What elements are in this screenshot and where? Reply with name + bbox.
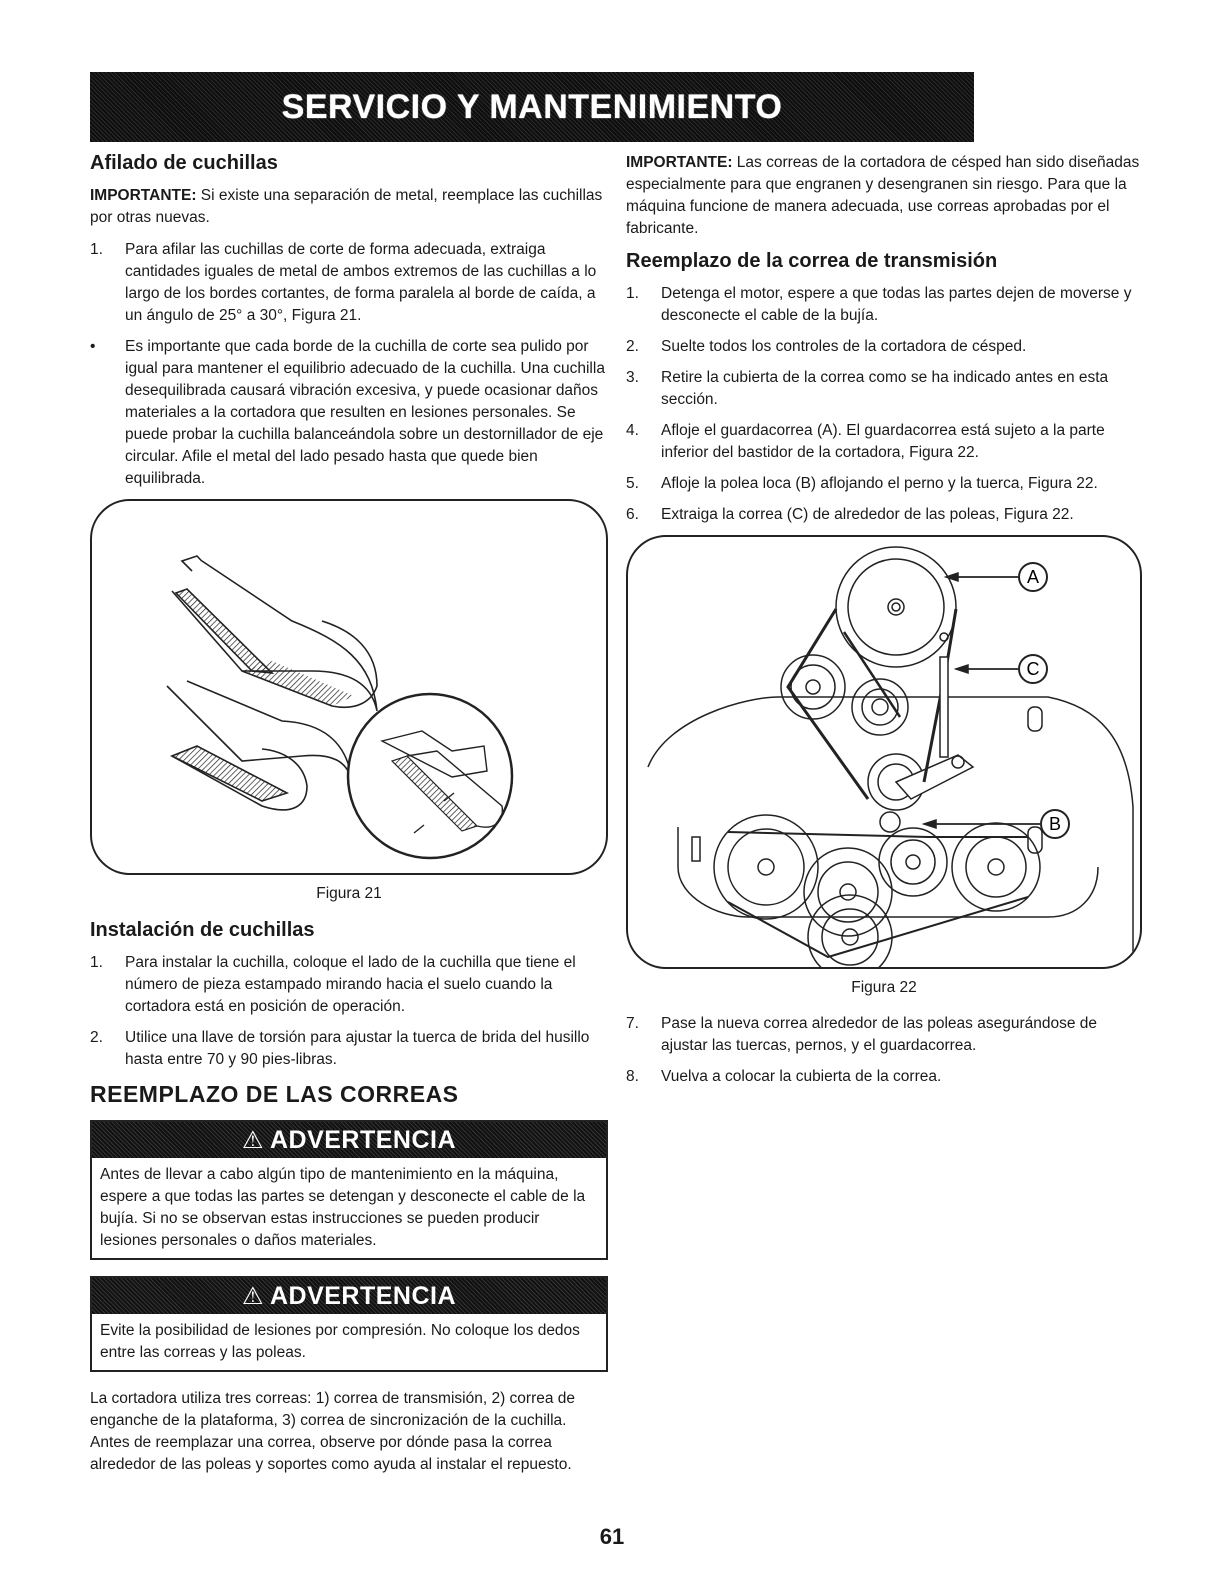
- step-text: Retire la cubierta de la correa como se ha indicado antes en esta sección.: [661, 369, 1109, 408]
- belt-guard-bolt: [940, 633, 948, 641]
- deck-slot: [1028, 707, 1042, 731]
- warning-text: Evite la posibilidad de lesiones por compresión. No coloque los dedos entre las correas y las poleas.: [100, 1322, 580, 1361]
- step-text: Para instalar la cuchilla, coloque el lado de la cuchilla que tiene el número de pieza estampado mirando hacia el suelo cuando la cortadora está en posición de operación.: [125, 954, 576, 1015]
- step-text: Para afilar las cuchillas de corte de forma adecuada, extraiga cantidades iguales de metal de ambos extremos de las cuchillas a lo largo de los bordes cortantes, de forma paralela al borde de caída, a un ángulo de 25° a 30°, Figura 21.: [125, 241, 597, 324]
- warning-box-maintenance: [90, 1120, 608, 1260]
- step-text: Utilice una llave de torsión para ajustar la tuerca de brida del husillo hasta entre 70 y 90 pies-libras.: [125, 1029, 590, 1068]
- page-title: SERVICIO Y MANTENIMIENTO: [281, 87, 783, 126]
- mid-pulley-hub: [872, 699, 888, 715]
- list-item: [626, 367, 1142, 411]
- step-text: Pase la nueva correa alrededor de las poleas asegurándose de ajustar las tuercas, pernos, y el guardacorrea.: [661, 1015, 1098, 1054]
- belts-intro: La cortadora utiliza tres correas: 1) correa de transmisión, 2) correa de enganche de la plataforma, 3) correa de sincronización de la cuchilla. Antes de reemplazar una correa, observe por dónde pasa la correa alrededor de las poleas y soportes como ayuda al instalar el repuesto.: [90, 1390, 576, 1473]
- callout-c-label: C: [1026, 659, 1040, 679]
- important-text: Las correas de la cortadora de césped han sido diseñadas especialmente para que engranen y desengranen sin riesgo. Para que la máquina funcione de manera adecuada, use correas aprobadas por el fabricante.: [626, 154, 1140, 237]
- list-item: [626, 283, 1142, 327]
- step-number: 1.: [626, 285, 639, 302]
- step-text: Afloje el guardacorrea (A). El guardacorrea está sujeto a la parte inferior del bastidor de la cortadora, Figura 22.: [661, 422, 1105, 461]
- belts-heading: REEMPLAZO DE LAS CORREAS: [90, 1081, 459, 1107]
- callout-c-arrow: [956, 665, 968, 673]
- section-banner: [90, 72, 974, 142]
- left-spindle-hub: [758, 859, 774, 875]
- list-item: [626, 420, 1142, 464]
- step-number: 8.: [626, 1068, 639, 1085]
- engine-pulley-bolt: [892, 603, 900, 611]
- important-label: IMPORTANTE:: [626, 154, 733, 171]
- step-text: Extraiga la correa (C) de alrededor de las poleas, Figura 22.: [661, 506, 1074, 523]
- list-item: [90, 1027, 608, 1071]
- engine-pulley-hub: [888, 599, 904, 615]
- callout-a-arrow: [946, 573, 958, 581]
- sharpen-bullets: [90, 336, 608, 490]
- center-spindle-inner: [818, 862, 878, 922]
- step-number: 2.: [626, 338, 639, 355]
- callout-b-label: B: [1048, 814, 1062, 834]
- step-number: 7.: [626, 1015, 639, 1032]
- center-spindle-hub: [840, 884, 856, 900]
- warning-text: Antes de llevar a cabo algún tipo de mantenimiento en la máquina, espere a que todas las partes se detengan y desconecte el cable de la bujía. Si no se observan estas instrucciones se pueden producir lesiones personales o daños materiales.: [100, 1166, 586, 1249]
- warning-header: [92, 1278, 606, 1314]
- detail-circle: [348, 694, 512, 858]
- right-column: [626, 152, 1142, 1097]
- left-spindle-inner: [728, 829, 804, 905]
- deck-belt-top: [728, 832, 1028, 837]
- figure-22-caption: Figura 22: [851, 979, 917, 996]
- install-heading: Instalación de cuchillas: [90, 919, 315, 941]
- figure-22: [626, 535, 1142, 969]
- engine-pulley-inner: [848, 559, 944, 655]
- step-number: 1.: [90, 954, 103, 971]
- install-steps: [90, 952, 608, 1071]
- list-item: [626, 1013, 1142, 1057]
- blade-illustration: [92, 501, 606, 873]
- warning-box-pinch: [90, 1276, 608, 1372]
- callout-b-arrow: [924, 820, 936, 828]
- callout-a-label: A: [1026, 567, 1040, 587]
- lower-spindle-hub: [842, 929, 858, 945]
- warning-icon: ⚠: [241, 1282, 264, 1310]
- deck-slot: [692, 837, 700, 861]
- step-number: 3.: [626, 369, 639, 386]
- list-item: [626, 473, 1142, 495]
- step-text: Detenga el motor, espere a que todas las partes dejen de moverse y desconecte el cable de la bujía.: [661, 285, 1132, 324]
- right-spindle-inner: [966, 837, 1026, 897]
- sharpen-heading: Afilado de cuchillas: [90, 152, 278, 174]
- list-item: [626, 336, 1142, 358]
- figure-21-caption: Figura 21: [316, 885, 382, 902]
- important-label: IMPORTANTE:: [90, 187, 197, 204]
- pulley-diagram: [628, 537, 1140, 967]
- list-item: [90, 239, 608, 327]
- step-text: Afloje la polea loca (B) aflojando el perno y la tuerca, Figura 22.: [661, 475, 1098, 492]
- small-bracket-pulley: [880, 812, 900, 832]
- step-text: Suelte todos los controles de la cortadora de césped.: [661, 338, 1027, 355]
- step-number: 4.: [626, 422, 639, 439]
- right-idler-inner: [891, 840, 935, 884]
- right-spindle-hub: [988, 859, 1004, 875]
- page-number: 61: [599, 1524, 625, 1549]
- step-number: 1.: [90, 241, 103, 258]
- sharpen-steps: [90, 239, 608, 327]
- left-column: [90, 152, 608, 1486]
- left-pulley-hub: [806, 680, 820, 694]
- list-item: [90, 336, 608, 490]
- belt-guard: [940, 657, 948, 757]
- warning-icon: ⚠: [241, 1126, 264, 1154]
- right-idler-hub: [906, 855, 920, 869]
- drive-belt-heading: Reemplazo de la correa de transmisión: [626, 250, 998, 272]
- important-text: Si existe una separación de metal, reemplace las cuchillas por otras nuevas.: [90, 187, 603, 226]
- warning-header: [92, 1122, 606, 1158]
- list-item: [90, 952, 608, 1018]
- idler-arm: [896, 755, 973, 799]
- warning-title: ADVERTENCIA: [269, 1281, 457, 1310]
- step-number: 5.: [626, 475, 639, 492]
- drive-belt-steps: [626, 283, 1142, 526]
- step-number: 6.: [626, 506, 639, 523]
- bullet-text: Es importante que cada borde de la cuchilla de corte sea pulido por igual para mantener el equilibrio adecuado de la cuchilla. Una cuchilla desequilibrada causará vibración excesiva, y puede ocasionar daños materiales a la cortadora que resulten en lesiones personales. Se puede probar la cuchilla balanceándola sobre un destornillador de eje circular. Afile el metal del lado pesado hasta que quede bien equilibrada.: [125, 338, 605, 487]
- list-item: [626, 504, 1142, 526]
- list-item: [626, 1066, 1142, 1088]
- right-idler-pulley: [879, 828, 947, 896]
- drive-belt-steps-continued: [626, 1013, 1142, 1088]
- warning-title: ADVERTENCIA: [269, 1125, 457, 1154]
- step-text: Vuelva a colocar la cubierta de la correa.: [661, 1068, 942, 1085]
- bullet-mark: •: [90, 338, 96, 355]
- figure-21: [90, 499, 608, 875]
- sharpen-important: [90, 185, 608, 229]
- belts-important: [626, 152, 1142, 240]
- step-number: 2.: [90, 1029, 103, 1046]
